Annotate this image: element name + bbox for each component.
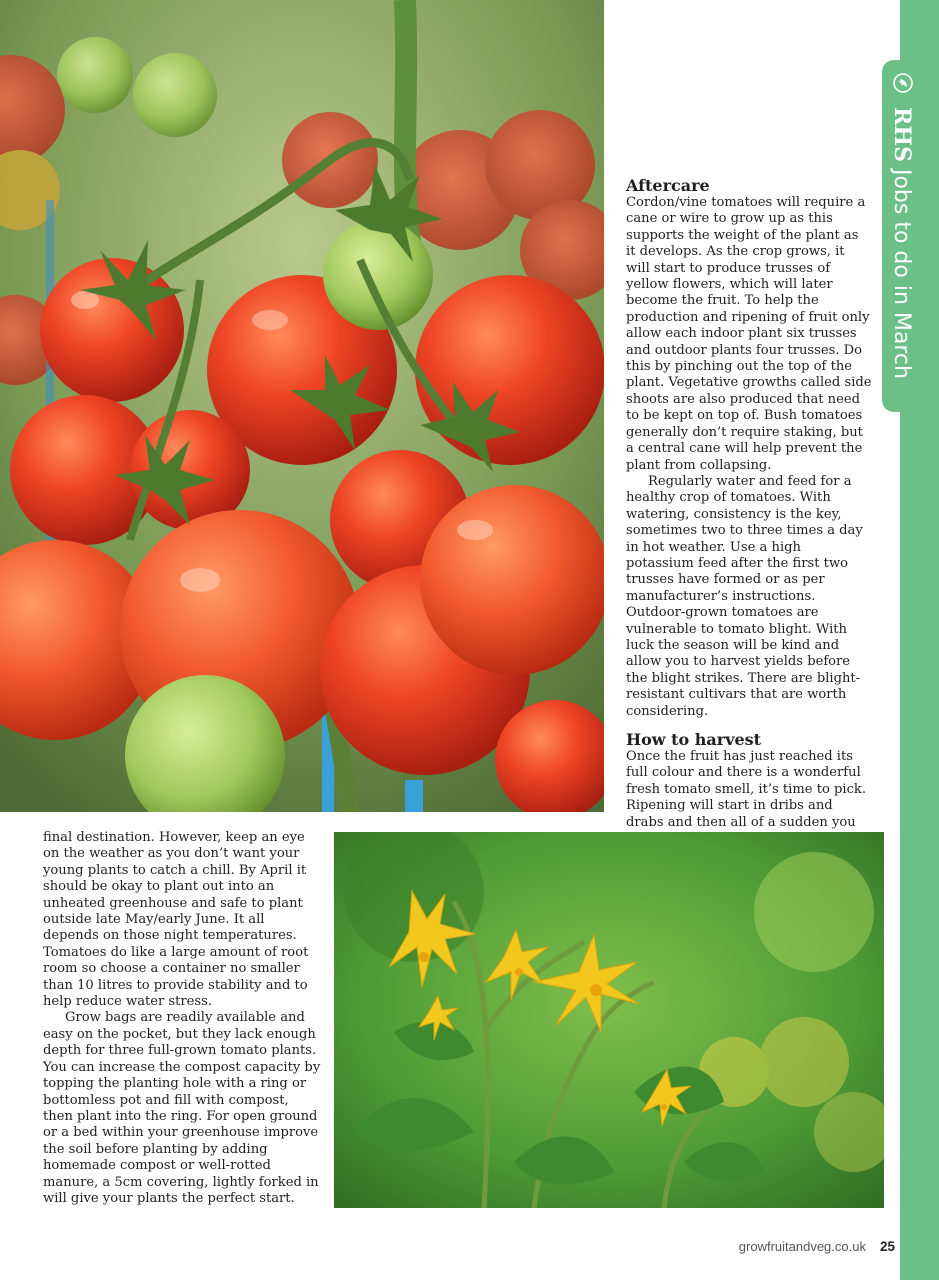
page-footer	[739, 1239, 895, 1254]
aftercare-paragraph-2: Regularly water and feed for a healthy crop of tomatoes. With watering, consistency is the key, sometimes two to three times a day in hot weather. Use a high potassium feed after the first two trusses have formed or as per manufacturer’s instructions. Outdoor-grown tomatoes are vulnerable to tomato blight. With luck the season will be kind and allow you to harvest yields before the blight strikes. There are blight-resistant cultivars that are worth considering.	[626, 473, 863, 719]
tomatoes-photo	[0, 0, 604, 812]
footer-url: growfruitandveg.co.uk	[738, 1239, 866, 1254]
harvest-paragraph-1: Once the fruit has just reached its full colour and there is a wonderful fresh tomato smell, it’s time to pick. Ripening will start in dribs and drabs and then all of a sudden you	[626, 749, 867, 830]
left-paragraph-2: Grow bags are readily available and easy on the pocket, but they lack enough depth for three full-grown tomato plants. You can increase the compost capacity by topping the planting hole with a ring or bottomless pot and fill with compost, then plant into the ring. For open ground or a bed within your greenhouse improve the soil before planting by adding homemade compost or well-rotted manure, a 5cm covering, lightly forked in will give your plants the perfect start.	[43, 1010, 321, 1206]
aftercare-heading: Aftercare	[626, 176, 710, 195]
rhs-logo-icon	[892, 72, 914, 94]
tomato-flowers-photo	[334, 832, 884, 1208]
section-title-label: Jobs to do in March	[889, 168, 914, 379]
left-article-column	[43, 830, 321, 1207]
right-article-column	[626, 176, 872, 847]
harvest-heading: How to harvest	[626, 730, 762, 749]
page-number: 25	[879, 1239, 895, 1254]
section-title	[885, 72, 919, 402]
left-paragraph-1: final destination. However, keep an eye on the weather as you don’t want your young plants to catch a chill. By April it should be okay to plant out into an unheated greenhouse and safe to plant outside late May/early June. It all depends on those night temperatures. Tomatoes do like a large amount of root room so choose a container no smaller than 10 litres to provide stability and to help reduce water stress.	[43, 830, 309, 1010]
rhs-brand-label: RHS	[889, 107, 915, 162]
aftercare-paragraph-1: Cordon/vine tomatoes will require a cane or wire to grow up as this supports the weight of the plant as it develops. As the crop grows, it will start to produce trusses of yellow flowers, which will later become the fruit. To help the production and ripening of fruit only allow each indoor plant six trusses and outdoor plants four trusses. Do this by pinching out the top of the plant. Vegetative growths called side shoots are also produced that need to be kept on top of. Bush tomatoes generally don’t require staking, but a central cane will help prevent the plant from collapsing.	[626, 195, 872, 473]
